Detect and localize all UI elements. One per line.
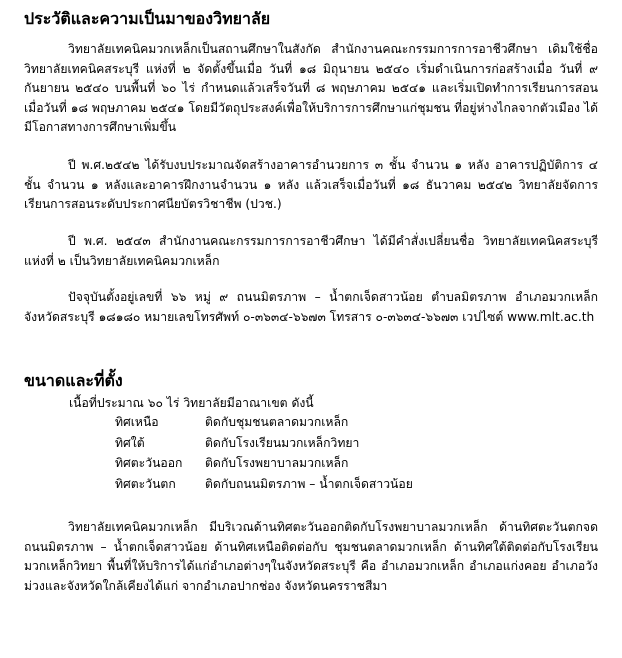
history-heading: ประวัติและความเป็นมาของวิทยาลัย [24,9,271,28]
boundary-direction: ทิศเหนือ [115,415,159,429]
boundary-direction: ทิศใต้ [115,435,145,450]
location-summary-paragraph: วิทยาลัยเทคนิคมวกเหล็ก มีบริเวณด้านทิศตะวันออกติดกับโรงพยาบาลมวกเหล็ก ด้านทิศตะวันตกจดถนนมิตรภาพ – น้ำตกเจ็ดสาวน้อย ด้านทิศเหนือติดต่อกับ ชุมชนตลาดมวกเหล็ก ด้านทิศใต้ติดต่อกับโรงเรียนมวกเหล็กวิทยา พื้นที่ให้บริการได้แก่อำเภอต่างๆในจังหวัดสระบุรี คือ อำเภอมวกเหล็ก อำเภอแก่งคอย อำเภอวังม่วงและจังหวัดใกล้เคียงได้แก่ จากอำเภอปากช่อง จังหวัดนครราชสีมา [24,520,598,593]
boundary-direction: ทิศตะวันตก [115,476,176,491]
boundary-row-west [115,474,535,495]
history-paragraph-founding: วิทยาลัยเทคนิคมวกเหล็กเป็นสถานศึกษาในสังกัด สำนักงานคณะกรรมการการอาชีวศึกษา เดิมใช้ชื่อ วิทยาลัยเทคนิคสระบุรี แห่งที่ ๒ จัดตั้งขึ้นเมื่อ วันที่ ๑๘ มิถุนายน ๒๕๔๐ เริ่มดำเนินการก่อสร้างเมื่อ วันที่ ๙ กันยายน ๒๕๔๐ บนพื้นที่ ๖๐ ไร่ กำหนดแล้วเสร็จวันที่ ๘ พฤษภาคม ๒๕๔๑ และเริ่มเปิดทำการเรียนการสอน เมื่อวันที่ ๑๘ พฤษภาคม ๒๕๔๑ โดยมีวัตถุประสงค์เพื่อให้บริการการศึกษาแก่ชุมชน ที่อยู่ห่างไกลจากตัวเมือง ได้มีโอกาสทางการศึกษาเพิ่มขึ้น [24,42,598,135]
boundary-list [115,412,535,494]
history-paragraph-address: ปัจจุบันตั้งอยู่เลขที่ ๖๖ หมู่ ๙ ถนนมิตรภาพ – น้ำตกเจ็ดสาวน้อย ตำบลมิตรภาพ อำเภอมวกเหล็ก จังหวัดสระบุรี ๑๘๑๘๐ หมายเลขโทรศัพท์ ๐-๓๖๓๔-๖๖๗๓ โทรสาร ๐-๓๖๓๔-๖๖๗๓ เวปไซต์ www.mlt.ac.th [24,290,598,324]
boundary-row-south [115,433,535,454]
history-paragraph-buildings: ปี พ.ศ.๒๕๔๒ ได้รับงบประมาณจัดสร้างอาคารอำนวยการ ๓ ชั้น จำนวน ๑ หลัง อาคารปฏิบัติการ ๔ ชั้น จำนวน ๑ หลังและอาคารฝึกงานจำนวน ๑ หลัง แล้วเสร็จเมื่อวันที่ ๑๘ ธันวาคม ๒๕๔๒ วิทยาลัยจัดการเรียนการสอนระดับประกาศนียบัตรวิชาชีพ (ปวช.) [24,158,598,212]
boundary-row-north [115,412,535,433]
location-heading: ขนาดและที่ตั้ง [24,371,123,390]
history-paragraph-rename: ปี พ.ศ. ๒๕๔๓ สำนักงานคณะกรรมการการอาชีวศึกษา ได้มีคำสั่งเปลี่ยนชื่อ วิทยาลัยเทคนิคสระบุรี แห่งที่ ๒ เป็นวิทยาลัยเทคนิคมวกเหล็ก [24,234,598,268]
boundary-direction: ทิศตะวันออก [115,456,183,470]
boundary-row-east [115,453,535,474]
boundary-adjacent: ติดกับชุมชนตลาดมวกเหล็ก [205,415,349,429]
area-intro: เนื้อที่ประมาณ ๖๐ ไร่ วิทยาลัยมีอาณาเขต ดังนี้ [69,396,314,410]
boundary-adjacent: ติดกับโรงพยาบาลมวกเหล็ก [205,456,349,470]
boundary-adjacent: ติดกับโรงเรียนมวกเหล็กวิทยา [205,435,360,450]
boundary-adjacent: ติดกับถนนมิตรภาพ – น้ำตกเจ็ดสาวน้อย [205,476,413,491]
